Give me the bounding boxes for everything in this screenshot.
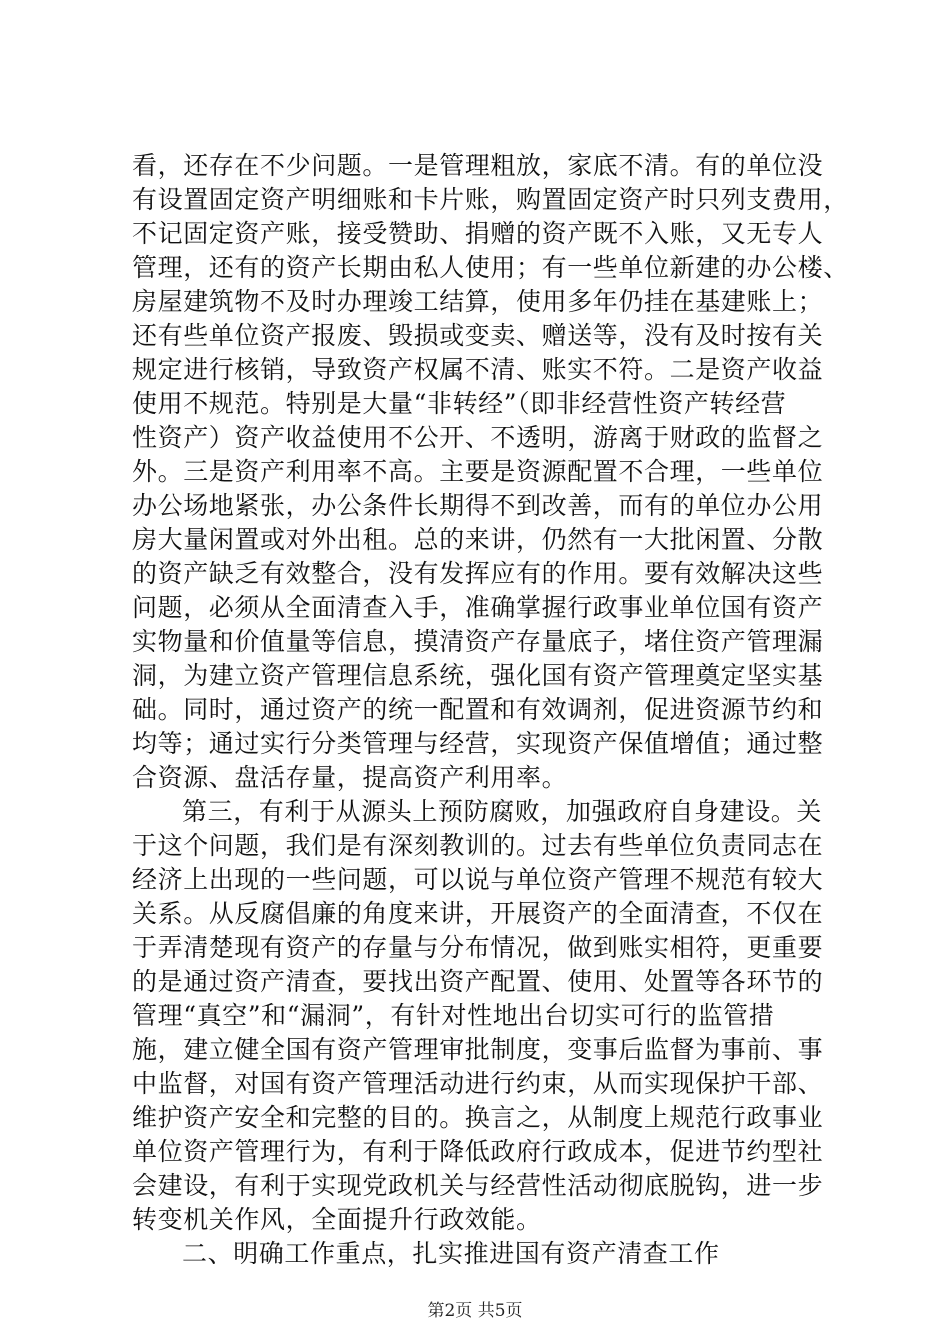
paragraph-start-line: 第三，有利于从源头上预防腐败，加强政府自身建设。关: [182, 797, 823, 826]
text-line: 施，建立健全国有资产管理审批制度，变事后监督为事前、事: [132, 1035, 824, 1064]
text-line: 洞，为建立资产管理信息系统，强化国有资产管理奠定坚实基: [132, 661, 824, 690]
text-line: 的资产缺乏有效整合，没有发挥应有的作用。要有效解决这些: [132, 559, 824, 588]
text-line: 的是通过资产清查，要找出资产配置、使用、处置等各环节的: [132, 967, 824, 996]
text-line: 看，还存在不少问题。一是管理粗放，家底不清。有的单位没: [132, 151, 824, 180]
text-line: 中监督，对国有资产管理活动进行约束，从而实现保护干部、: [132, 1069, 824, 1098]
text-line: 问题，必须从全面清查入手，准确掌握行政事业单位国有资产: [132, 593, 824, 622]
text-line: 于这个问题，我们是有深刻教训的。过去有些单位负责同志在: [132, 831, 824, 860]
text-line: 均等；通过实行分类管理与经营，实现资产保值增值；通过整: [132, 729, 824, 758]
text-line: 会建设，有利于实现党政机关与经营性活动彻底脱钩，进一步: [132, 1171, 824, 1200]
text-line: 管理“真空”和“漏洞”，有针对性地出台切实可行的监管措: [132, 1001, 775, 1030]
text-line: 还有些单位资产报废、毁损或变卖、赠送等，没有及时按有关: [132, 321, 824, 350]
text-line: 房屋建筑物不及时办理竣工结算，使用多年仍挂在基建账上；: [132, 287, 824, 316]
text-line: 办公场地紧张，办公条件长期得不到改善，而有的单位办公用: [132, 491, 824, 520]
text-line: 于弄清楚现有资产的存量与分布情况，做到账实相符，更重要: [132, 933, 824, 962]
text-line: 有设置固定资产明细账和卡片账，购置固定资产时只列支费用，: [132, 185, 849, 214]
text-line: 管理，还有的资产长期由私人使用；有一些单位新建的办公楼、: [132, 253, 849, 282]
text-line: 转变机关作风，全面提升行政效能。: [132, 1205, 542, 1234]
text-line: 础。同时，通过资产的统一配置和有效调剂，促进资源节约和: [132, 695, 824, 724]
text-line: 实物量和价值量等信息，摸清资产存量底子，堵住资产管理漏: [132, 627, 824, 656]
text-line: 关系。从反腐倡廉的角度来讲，开展资产的全面清查，不仅在: [132, 899, 824, 928]
text-line: 单位资产管理行为，有利于降低政府行政成本，促进节约型社: [132, 1137, 824, 1166]
text-line: 房大量闲置或对外出租。总的来讲，仍然有一大批闲置、分散: [132, 525, 824, 554]
text-line: 外。三是资产利用率不高。主要是资源配置不合理，一些单位: [132, 457, 824, 486]
text-line: 性资产）资产收益使用不公开、不透明，游离于财政的监督之: [132, 423, 824, 452]
section-heading: 二、明确工作重点，扎实推进国有资产清查工作: [182, 1239, 720, 1268]
page-number-footer: 第2页 共5页: [427, 1301, 523, 1321]
text-line: 经济上出现的一些问题，可以说与单位资产管理不规范有较大: [132, 865, 824, 894]
text-line: 维护资产安全和完整的目的。换言之，从制度上规范行政事业: [132, 1103, 824, 1132]
text-line: 规定进行核销，导致资产权属不清、账实不符。二是资产收益: [132, 355, 824, 384]
text-line: 使用不规范。特别是大量“非转经”（即非经营性资产转经营: [132, 389, 787, 418]
text-line: 不记固定资产账，接受赞助、捐赠的资产既不入账，又无专人: [132, 219, 824, 248]
text-line: 合资源、盘活存量，提高资产利用率。: [132, 763, 568, 792]
